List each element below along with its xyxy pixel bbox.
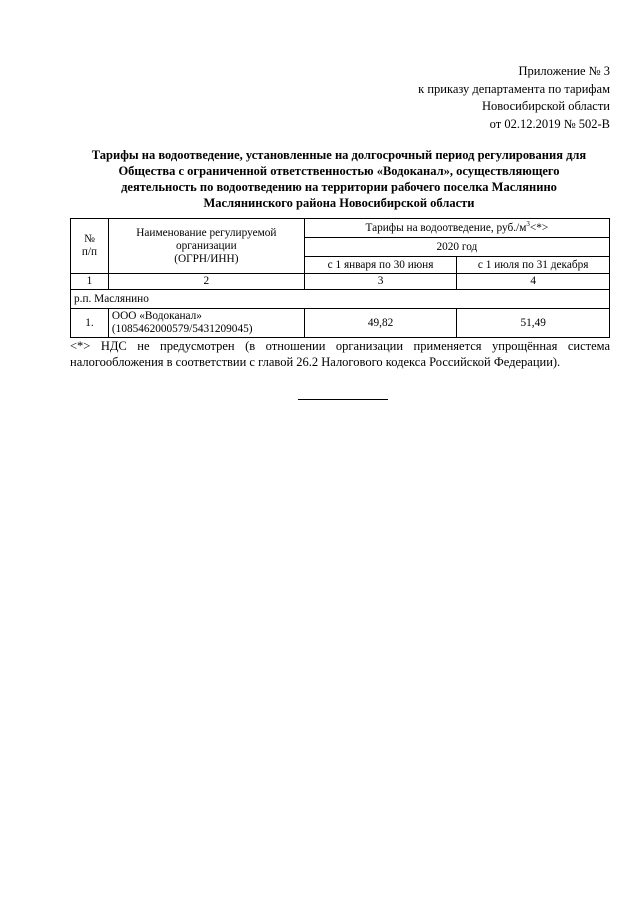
column-number-1: 1	[71, 274, 109, 290]
title-line-3: деятельность по водоотведению на территории рабочего поселка Маслянино	[121, 180, 557, 194]
footnote: <*> НДС не предусмотрен (в отношении организации применяется упрощённая система налогообложения в соответствии с главой 26.2 Налогового кодекса Российской Федерации).	[70, 339, 610, 369]
title-line-4: Маслянинского района Новосибирской области	[203, 196, 475, 210]
table-row	[71, 309, 610, 338]
appendix-region: Новосибирской области	[481, 99, 610, 113]
column-number-3: 3	[304, 274, 457, 290]
header-row-1	[71, 219, 610, 238]
header-org-line-3: (ОГРН/ИНН)	[174, 252, 239, 265]
appendix-number: Приложение № 3	[518, 64, 610, 78]
column-number-2: 2	[108, 274, 304, 290]
section-label: р.п. Маслянино	[71, 290, 610, 309]
row-org-ids: (1085462000579/5431209045)	[111, 323, 253, 335]
header-period-1: с 1 января по 30 июня	[304, 257, 457, 274]
title-line-1: Тарифы на водоотведение, установленные на долгосрочный период регулирования для	[91, 148, 587, 162]
section-row	[71, 290, 610, 309]
appendix-header	[418, 63, 610, 133]
title-line-2: Общества с ограниченной ответственностью «Водоканал», осуществляющего	[118, 164, 560, 178]
row-num: 1.	[71, 309, 109, 338]
closing-separator-line	[298, 399, 388, 400]
header-num-symbol: №	[84, 233, 95, 245]
column-number-4: 4	[457, 274, 610, 290]
header-num-cell	[71, 219, 109, 274]
appendix-order-ref: к приказу департамента по тарифам	[418, 81, 610, 96]
header-year-cell: 2020 год	[304, 238, 609, 257]
tariff-table	[70, 218, 610, 338]
row-org-cell	[108, 309, 304, 338]
header-period-2: с 1 июля по 31 декабря	[457, 257, 610, 274]
document-title	[70, 147, 608, 211]
row-tariff-2: 51,49	[457, 309, 610, 338]
header-org-line-2: организации	[176, 239, 237, 252]
header-tariff-text: Тарифы на водоотведение, руб./м	[365, 221, 527, 234]
column-number-row	[71, 274, 610, 290]
header-org-cell	[108, 219, 304, 274]
row-tariff-1: 49,82	[304, 309, 457, 338]
row-org-name: ООО «Водоканал»	[111, 310, 202, 322]
header-num-abbr: п/п	[81, 246, 98, 258]
header-tariff-footnote-mark: <*>	[529, 221, 549, 234]
appendix-order-date: от 02.12.2019 № 502-В	[489, 116, 610, 131]
header-tariff-sup: 3	[526, 219, 530, 228]
header-tariff-cell	[304, 219, 609, 238]
header-org-line-1: Наименование регулируемой	[136, 226, 277, 239]
